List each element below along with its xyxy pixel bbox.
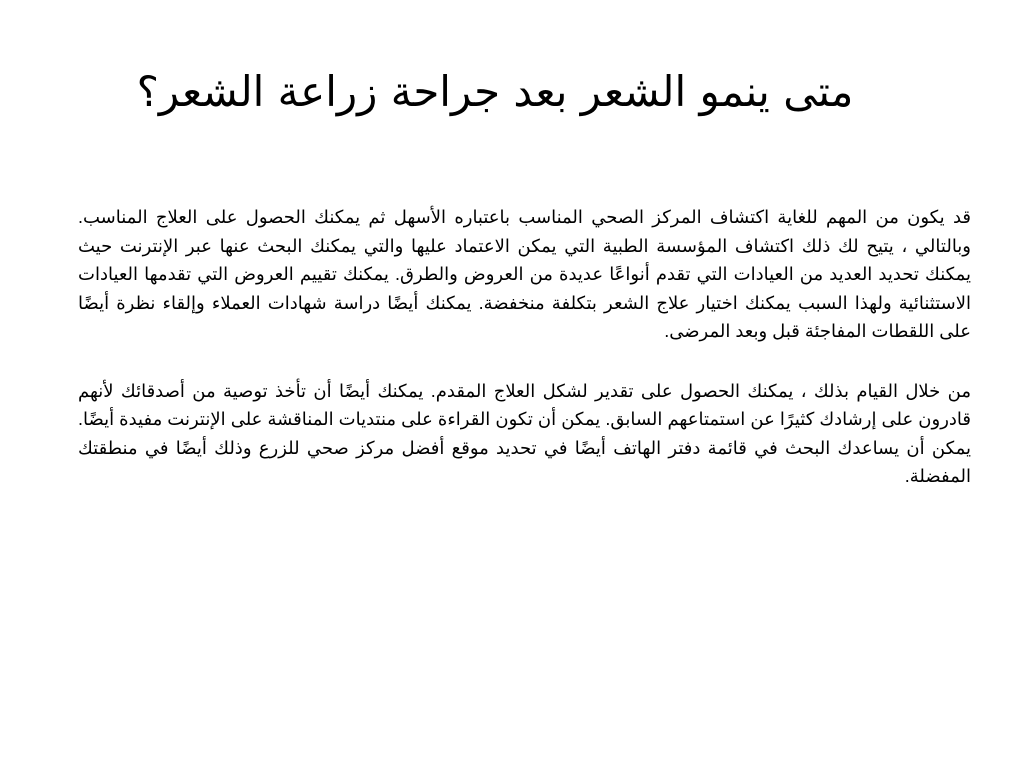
body-paragraph-1: قد يكون من المهم للغاية اكتشاف المركز الصحي المناسب باعتباره الأسهل ثم يمكنك الحصول على العلاج المناسب. وبالتالي ، يتيح لك ذلك اكتشاف المؤسسة الطبية التي يمكن الاعتماد عليها والتي يمكنك البحث عنها عبر الإنترنت حيث يمكنك تحديد العديد من العيادات التي تقدم أنواعًا عديدة من العروض والطرق. يمكنك تقييم العروض التي تقدمها العيادات الاستثنائية ولهذا السبب يمكنك اختيار علاج الشعر بتكلفة منخفضة. يمكنك أيضًا دراسة شهادات العملاء وإلقاء نظرة أيضًا على اللقطات المفاجئة قبل وبعد المرضى. bbox=[78, 207, 971, 341]
slide-body bbox=[78, 203, 971, 491]
slide-title: متى ينمو الشعر بعد جراحة زراعة الشعر؟ bbox=[136, 67, 854, 116]
body-paragraph-2: من خلال القيام بذلك ، يمكنك الحصول على تقدير لشكل العلاج المقدم. يمكنك أيضًا أن تأخذ توصية من أصدقائك لأنهم قادرون على إرشادك كثيرًا عن استمتاعهم السابق. يمكن أن تكون القراءة على منتديات المناقشة على الإنترنت مفيدة أيضًا. يمكن أن يساعدك البحث في قائمة دفتر الهاتف أيضًا في تحديد موقع أفضل مركز صحي للزرع وذلك أيضًا في منطقتك المفضلة. bbox=[78, 380, 971, 486]
